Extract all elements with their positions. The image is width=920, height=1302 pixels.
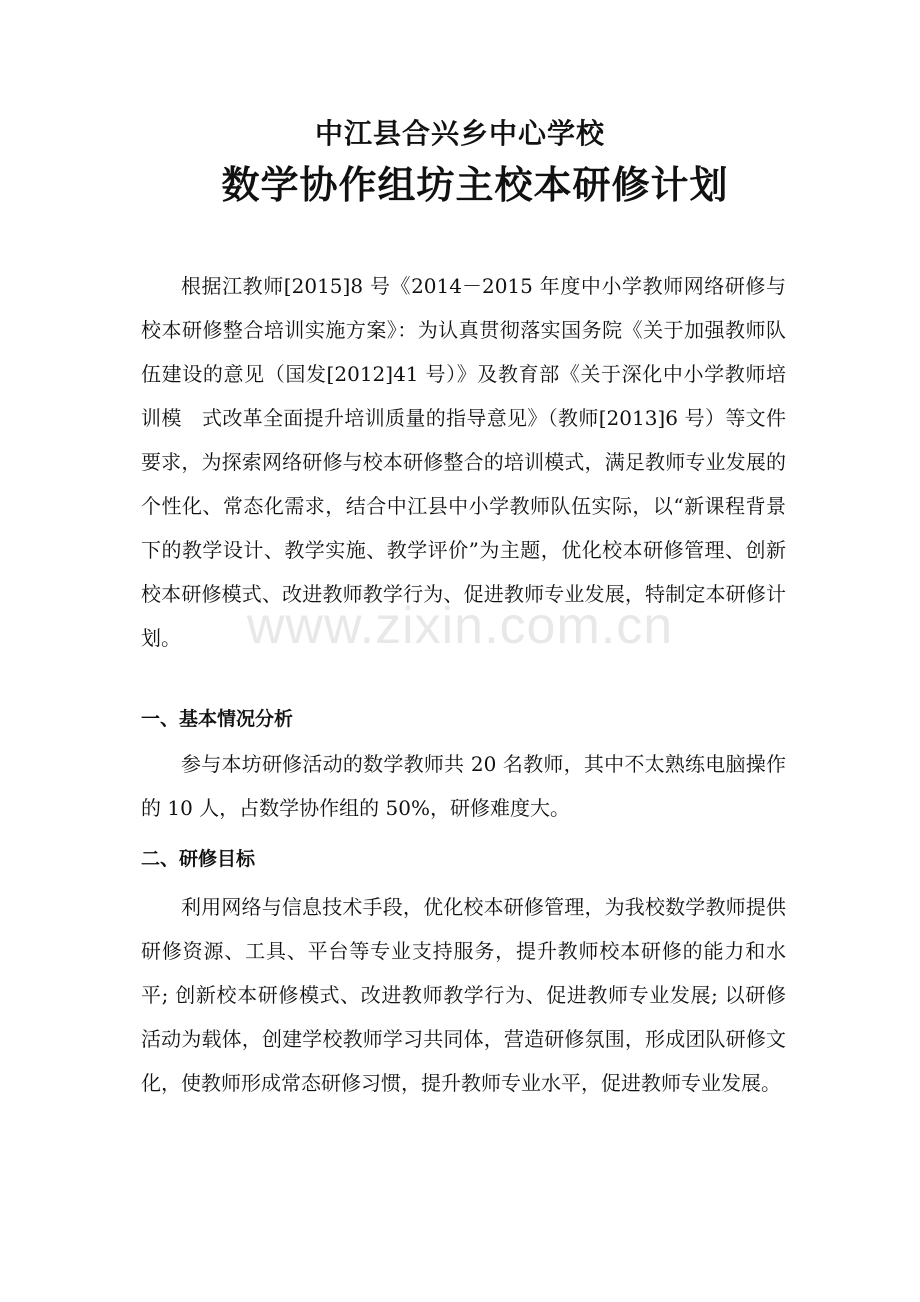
watermark: www.zixin.com.cn <box>246 597 674 655</box>
section-heading-basic-analysis: 一、基本情况分析 <box>141 708 294 730</box>
intro-paragraph: 根据江教师[2015]8 号《2014－2015 年度中小学教师网络研修与校本研修整合培训实施方案》：为认真贯彻落实国务院《关于加强教师队伍建设的意见（国发[2012]41 号）》及教育部《关于深化中小学教师培训模 式改革全面提升培训质量的指导意见》（教师[2013]6 号）等文件要求，为探索网络研修与校本研修整合的培训模式，满足教师专业发展的个性化、常态化需求，结合中江县中小学教师队伍实际，以“新课程背景下的教学设计、教学实施、教学评价”为主题，优化校本研修管理、创新校本研修模式、改进教师教学行为、促进教师专业发展，特制定本研修计划。 <box>141 274 786 650</box>
section-heading-goals: 二、研修目标 <box>141 848 256 870</box>
plan-title: 数学协作组坊主校本研修计划 <box>221 163 729 207</box>
section-body-basic-analysis <box>141 742 786 830</box>
section-body-goals <box>141 885 786 1105</box>
basic-analysis-paragraph: 参与本坊研修活动的数学教师共 20 名教师，其中不太熟练电脑操作的 10 人，占数学协作组的 50%，研修难度大。 <box>141 752 786 820</box>
goals-paragraph: 利用网络与信息技术手段，优化校本研修管理，为我校数学教师提供研修资源、工具、平台等专业支持服务，提升教师校本研修的能力和水平; 创新校本研修模式、改进教师教学行为、促进教师专业发展; 以研修活动为载体，创建学校教师学习共同体，营造研修氛围，形成团队研修文化，使教师形成常态研修习惯，提升教师专业水平，促进教师专业发展。 <box>141 895 786 1095</box>
school-title: 中江县合兴乡中心学校 <box>314 117 605 150</box>
intro-section <box>141 264 786 660</box>
